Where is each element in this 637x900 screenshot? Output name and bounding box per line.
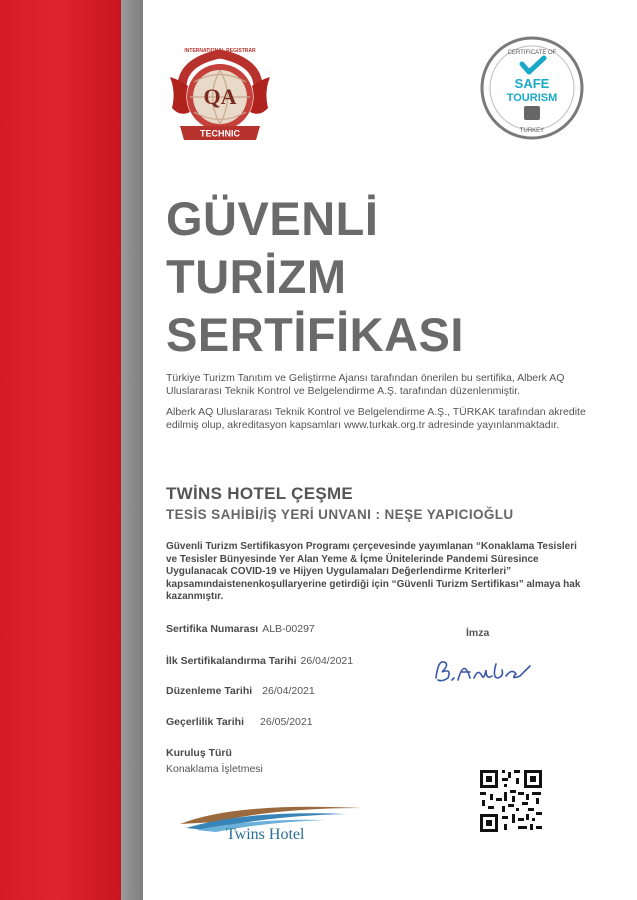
intro-paragraph-2: Alberk AQ Uluslararası Teknik Kontrol ve Belgelendirme A.Ş., TÜRKAK tarafından akredite edilmiş olup, akreditasyon kapsamları www.turkak.org.tr adresinde yayınlanmaktadır. [166, 406, 586, 431]
valid-date-label: Geçerlilik Tarihi [166, 716, 245, 728]
qa-technic-logo [160, 42, 280, 152]
safe-logo-line1: SAFE [514, 76, 550, 91]
establishment-type-value: Konaklama İşletmesi [166, 763, 263, 775]
valid-date-value: 26/05/2021 [260, 716, 313, 728]
first-cert-date-field [166, 655, 353, 667]
emblem-icon [524, 106, 540, 120]
first-cert-date-value: 26/04/2021 [300, 655, 354, 667]
owner-line: TESİS SAHİBİ/İŞ YERİ UNVANI : NEŞE YAPICIOĞLU [166, 507, 514, 522]
intro-paragraph-1: Türkiye Turizm Tanıtım ve Geliştirme Ajansı tarafından önerilen bu sertifika, Alberk AQ Uluslararası Teknik Kontrol ve Belgelendirme A.Ş. tarafından düzenlenmiştir. [166, 372, 565, 397]
safe-logo-bottom-text: TURKEY [519, 128, 545, 134]
safe-logo-line2: TOURISM [506, 92, 558, 104]
qa-logo-top-text: INTERNATIONAL REGISTRAR [184, 48, 256, 54]
issue-date-label: Düzenleme Tarihi [166, 685, 253, 697]
twins-hotel-logo-text: Twins Hotel [226, 826, 305, 843]
cert-number-field [166, 623, 315, 635]
title-line-3: SERTİFİKASI [166, 308, 464, 361]
safe-logo-top-text: CERTIFICATE OF [507, 50, 557, 56]
cert-number-label: Sertifika Numarası [166, 623, 259, 635]
issue-date-value: 26/04/2021 [262, 685, 315, 697]
issue-date-field [166, 685, 315, 697]
title-line-2: TURİZM [166, 250, 347, 303]
establishment-type-label: Kuruluş Türü [166, 747, 232, 759]
hotel-name: TWİNS HOTEL ÇEŞME [166, 484, 354, 503]
title-line-1: GÜVENLİ [166, 192, 379, 245]
safe-tourism-logo [478, 32, 586, 144]
qr-code[interactable] [478, 768, 544, 834]
signature-label: İmza [466, 627, 490, 639]
intro-text [166, 372, 606, 440]
program-text: Güvenli Turizm Sertifikasyon Programı çerçevesinde yayımlanan “Konaklama Tesisleri ve Tesisler Bünyesinde Yer Alan Yeme & İçme Ünitelerinde Pandemi Süresince Uygulanacak COVID-19 ve Hijyen Uygulamaları Değerlendirme Kriterleri” kapsamındaistenenkoşullaryerine getirdiği için “Güvenli Turizm Sertifikası” almaya hak kazanmıştır. [166, 541, 581, 602]
grey-side-band [121, 0, 143, 900]
cert-number-value: ALB-00297 [262, 623, 315, 635]
qa-logo-center-text: QA [203, 84, 237, 109]
qa-logo-bottom-text: TECHNIC [200, 128, 240, 139]
certificate-title [166, 190, 464, 364]
first-cert-date-label: İlk Sertifikalandırma Tarihi [166, 655, 297, 667]
valid-date-field [166, 716, 313, 728]
red-side-band [0, 0, 121, 900]
signature-image [430, 650, 540, 688]
